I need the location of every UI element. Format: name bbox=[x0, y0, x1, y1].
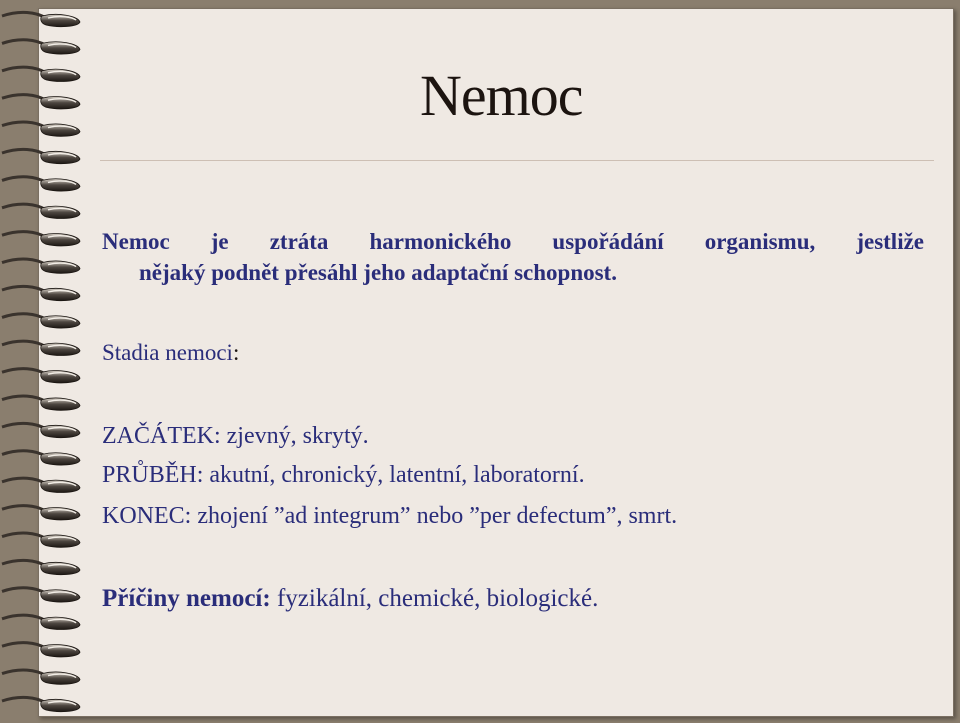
causes-line bbox=[102, 585, 598, 613]
binding-ring bbox=[2, 451, 80, 465]
stage-start: ZAČÁTEK: zjevný, skrytý. bbox=[102, 423, 369, 449]
slide-title: Nemoc bbox=[420, 63, 583, 128]
definition-line-2: nějaký podnět přesáhl jeho adaptační schopnost. bbox=[139, 260, 617, 285]
binding-ring bbox=[2, 286, 80, 300]
binding-ring bbox=[2, 149, 80, 163]
binding-ring bbox=[2, 506, 80, 520]
causes-text: fyzikální, chemické, biologické. bbox=[276, 585, 599, 612]
binding-ring bbox=[2, 478, 80, 492]
stage-end: KONEC: zhojení ”ad integrum” nebo ”per defectum”, smrt. bbox=[102, 503, 678, 529]
binding-ring bbox=[2, 40, 80, 54]
stages-heading-colon: : bbox=[232, 340, 240, 365]
binding-ring bbox=[2, 177, 80, 191]
definition-paragraph bbox=[102, 226, 924, 288]
binding-ring bbox=[2, 204, 80, 218]
definition-line-1: Nemoc je ztráta harmonického uspořádání organismu, jestliže bbox=[102, 229, 924, 254]
title-divider bbox=[100, 160, 934, 161]
binding-ring bbox=[2, 232, 80, 246]
binding-ring bbox=[2, 423, 80, 437]
binding-ring bbox=[2, 67, 80, 81]
causes-label: Příčiny nemocí: bbox=[102, 585, 271, 612]
stages-heading-text: Stadia nemoci bbox=[102, 340, 233, 365]
binding-ring bbox=[2, 341, 80, 355]
binding-ring bbox=[2, 95, 80, 109]
binding-ring bbox=[2, 643, 80, 657]
binding-ring bbox=[2, 588, 80, 602]
binding-ring bbox=[2, 396, 80, 410]
binding-ring bbox=[2, 369, 80, 383]
binding-ring bbox=[2, 12, 80, 26]
binding-ring bbox=[2, 670, 80, 684]
binding-ring bbox=[2, 259, 80, 273]
stages-heading bbox=[102, 340, 239, 366]
binding-ring bbox=[2, 122, 80, 136]
binding-ring bbox=[2, 533, 80, 547]
binding-ring bbox=[2, 615, 80, 629]
binding-ring bbox=[2, 697, 80, 711]
binding-ring bbox=[2, 314, 80, 328]
stage-course: PRŮBĚH: akutní, chronický, latentní, laboratorní. bbox=[102, 462, 585, 488]
binding-ring bbox=[2, 560, 80, 574]
spiral-binding bbox=[0, 0, 96, 723]
